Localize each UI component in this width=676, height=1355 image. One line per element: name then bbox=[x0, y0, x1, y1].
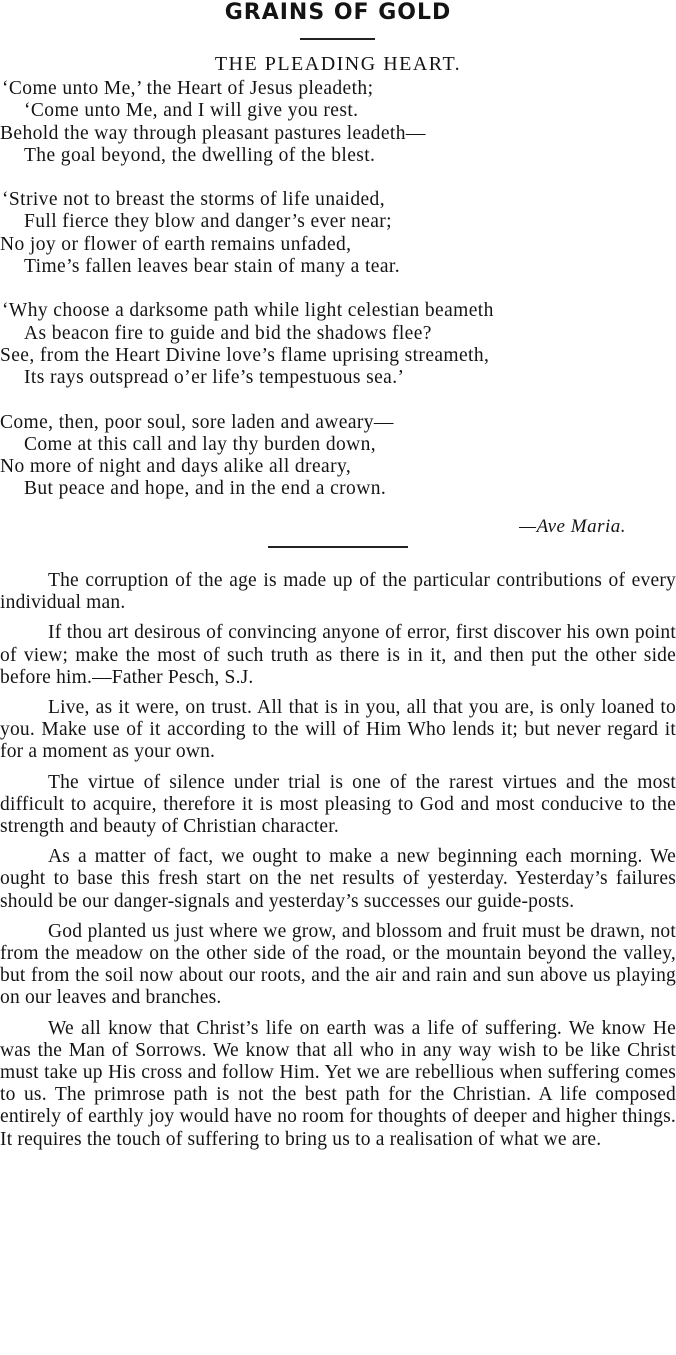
poem-stanza bbox=[0, 189, 676, 278]
maxim-paragraph: God planted us just where we grow, and blossom and fruit must be drawn, not from the meadow on the other side of the road, or the mountain beyond the valley, but from the soil now about our roots, and the air and rain and sun above us playing on our leaves and branches. bbox=[0, 920, 676, 1009]
maxims bbox=[0, 570, 676, 1159]
poem-line: Come, then, poor soul, sore laden and aweary— bbox=[0, 411, 394, 433]
poem-stanza bbox=[0, 78, 676, 167]
maxim-paragraph: If thou art desirous of convincing anyone of error, first discover his own point of view; make the most of such truth as there is in it, and then put the other side before him.—Father Pesch, S.J. bbox=[0, 622, 676, 688]
poem-stanza bbox=[0, 300, 676, 389]
poem-title: THE PLEADING HEART. bbox=[214, 53, 462, 75]
poem bbox=[0, 78, 676, 523]
poem-line: Behold the way through pleasant pastures leadeth— bbox=[0, 122, 426, 144]
poem-line: ‘Why choose a darksome path while light celestian beameth bbox=[2, 300, 494, 322]
maxim-paragraph: Live, as it were, on trust. All that is in you, all that you are, is only loaned to you. Make use of it according to the will of Him Who lends it; but never regard it for a moment as your own. bbox=[0, 697, 676, 763]
poem-line: The goal beyond, the dwelling of the blest. bbox=[24, 144, 376, 166]
poem-line: Time’s fallen leaves bear stain of many a tear. bbox=[24, 256, 401, 278]
poem-line: Come at this call and lay thy burden down, bbox=[24, 433, 377, 455]
maxim-paragraph: As a matter of fact, we ought to make a new beginning each morning. We ought to base this fresh start on the net results of yesterday. Yesterday’s failures should be our danger-signals and yesterday’s successes our guide-posts. bbox=[0, 846, 676, 912]
maxim-paragraph: We all know that Christ’s life on earth was a life of suffering. We know He was the Man of Sorrows. We know that all who in any way wish to be like Christ must take up His cross and follow Him. Yet we are rebellious when suffering comes to us. The primrose path is not the best path for the Christian. A life composed entirely of earthly joy would have no room for thoughts of deeper and higher things. It requires the touch of suffering to bring us to a realisation of what we are. bbox=[0, 1017, 676, 1150]
maxim-paragraph: The virtue of silence under trial is one of the rarest virtues and the most difficult to acquire, therefore it is most pleasing to God and most conducive to the strength and beauty of Christian character. bbox=[0, 771, 676, 838]
poem-line: ‘Strive not to breast the storms of life unaided, bbox=[2, 189, 385, 211]
column-heading: GRAINS OF GOLD bbox=[224, 0, 452, 25]
poem-attribution: —Ave Maria. bbox=[519, 516, 626, 537]
poem-line: Its rays outspread o’er life’s tempestuous sea.’ bbox=[24, 367, 405, 389]
heading-rule bbox=[300, 38, 375, 40]
poem-line: See, from the Heart Divine love’s flame uprising streameth, bbox=[0, 344, 490, 366]
poem-line: As beacon fire to guide and bid the shadows flee? bbox=[24, 322, 432, 344]
maxim-paragraph: The corruption of the age is made up of the particular contributions of every individual man. bbox=[0, 570, 676, 614]
poem-line: But peace and hope, and in the end a crown. bbox=[24, 478, 387, 500]
poem-line: ‘Come unto Me, and I will give you rest. bbox=[24, 100, 359, 122]
poem-line: Full fierce they blow and danger’s ever near; bbox=[24, 211, 392, 233]
poem-stanza bbox=[0, 412, 676, 501]
section-rule bbox=[268, 546, 408, 548]
poem-line: No more of night and days alike all dreary, bbox=[0, 456, 352, 478]
poem-line: No joy or flower of earth remains unfaded, bbox=[0, 233, 352, 255]
poem-line: ‘Come unto Me,’ the Heart of Jesus pleadeth; bbox=[2, 78, 374, 99]
